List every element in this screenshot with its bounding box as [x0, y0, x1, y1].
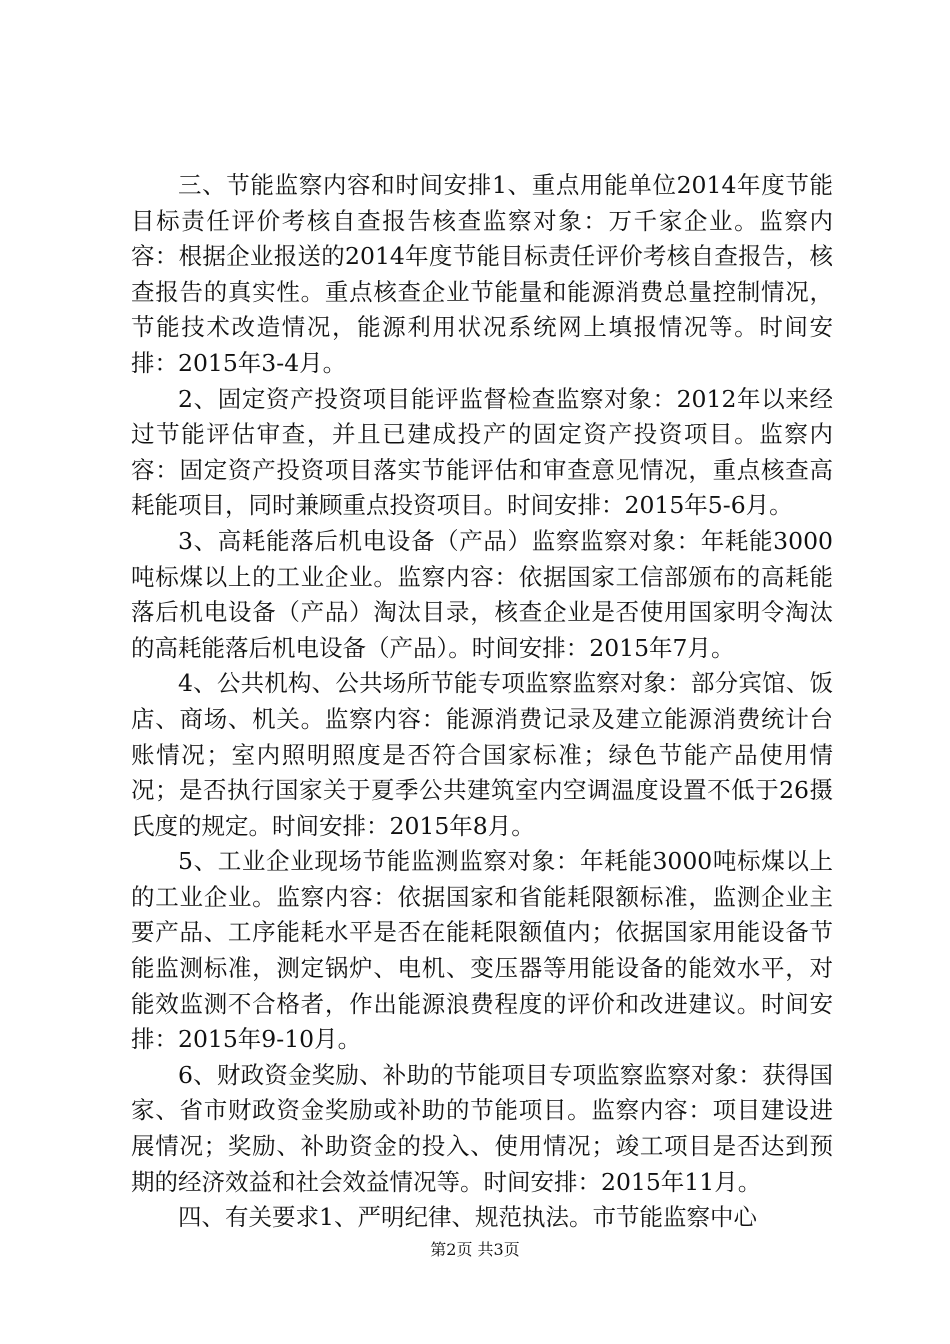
section-three-paragraph: 三、节能监察内容和时间安排1、重点用能单位2014年度节能目标责任评价考核自查报告核查监察对象：万千家企业。监察内容：根据企业报送的2014年度节能目标责任评价考核自查报告，核查报告的真实性。重点核查企业节能量和能源消费总量控制情况，节能技术改造情况，能源利用状况系统网上填报情况等。时间安排：2015年3-4月。: [131, 171, 833, 377]
document-body: [131, 168, 833, 1236]
item-five-paragraph: 5、工业企业现场节能监测监察对象：年耗能3000吨标煤以上的工业企业。监察内容：依据国家和省能耗限额标准，监测企业主要产品、工序能耗水平是否在能耗限额值内；依据国家用能设备节能监测标准，测定锅炉、电机、变压器等用能设备的能效水平，对能效监测不合格者，作出能源浪费程度的评价和改进建议。时间安排：2015年9-10月。: [131, 847, 833, 1054]
item-six-paragraph: 6、财政资金奖励、补助的节能项目专项监察监察对象：获得国家、省市财政资金奖励或补助的节能项目。监察内容：项目建设进展情况；奖励、补助资金的投入、使用情况；竣工项目是否达到预期的经济效益和社会效益情况等。时间安排：2015年11月。: [131, 1060, 833, 1196]
item-three-paragraph: 3、高耗能落后机电设备（产品）监察监察对象：年耗能3000吨标煤以上的工业企业。监察内容：依据国家工信部颁布的高耗能落后机电设备（产品）淘汰目录，核查企业是否使用国家明令淘汰的高耗能落后机电设备（产品）。时间安排：2015年7月。: [131, 526, 833, 662]
section-four-paragraph: 四、有关要求1、严明纪律、规范执法。市节能监察中心: [178, 1203, 757, 1232]
page-number-footer: 第2页 共3页: [430, 1240, 520, 1259]
item-four-paragraph: 4、公共机构、公共场所节能专项监察监察对象：部分宾馆、饭店、商场、机关。监察内容：能源消费记录及建立能源消费统计台账情况；室内照明照度是否符合国家标准；绿色节能产品使用情况；是否执行国家关于夏季公共建筑室内空调温度设置不低于26摄氏度的规定。时间安排：2015年8月。: [131, 669, 833, 840]
item-two-paragraph: 2、固定资产投资项目能评监督检查监察对象：2012年以来经过节能评估审查，并且已建成投产的固定资产投资项目。监察内容：固定资产投资项目落实节能评估和审查意见情况，重点核查高耗能项目，同时兼顾重点投资项目。时间安排：2015年5-6月。: [131, 384, 833, 520]
